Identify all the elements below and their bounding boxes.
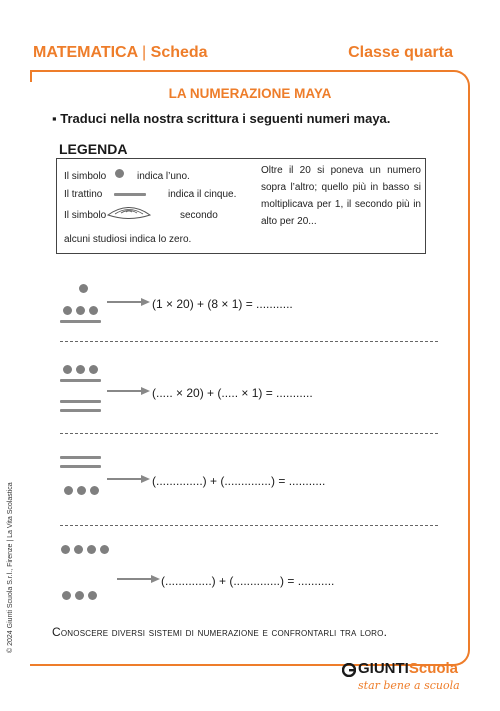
exercise-2-expression: (..... × 20) + (..... × 1) = ........... [152, 386, 313, 400]
maya-dot-icon [79, 284, 88, 293]
maya-bar-icon [60, 409, 101, 412]
arrow-icon [107, 386, 151, 396]
sheet-type-label: Scheda [150, 44, 208, 61]
instruction-text: Traduci nella nostra scrittura i seguenti numeri maya. [60, 111, 391, 126]
arrow-icon [107, 297, 151, 307]
maya-dot-icon [62, 591, 71, 600]
maya-dot-icon [88, 591, 97, 600]
exercise-1-expression: (1 × 20) + (8 × 1) = ........... [152, 297, 293, 311]
maya-bar-icon [114, 193, 146, 196]
legend-shell-line2: alcuni studiosi indica lo zero. [64, 234, 192, 245]
instruction: ▪ Traduci nella nostra scrittura i seguenti numeri maya. [52, 111, 391, 126]
legend-right-text: Oltre il 20 si poneva un numero sopra l’altro; quello più in basso si moltiplicava per 1, il secondo più in alto per 20... [261, 165, 421, 227]
copyright-notice: © 2024 Giunti Scuola S.r.l., Firenze | La Vita Scolastica [7, 482, 14, 653]
exercise-3-expression: (..............) + (..............) = ........... [152, 474, 326, 488]
maya-dot-icon [90, 486, 99, 495]
legend-dot-prefix: Il simbolo [64, 171, 107, 182]
maya-bar-icon [60, 400, 101, 403]
learning-objective: Conoscere diversi sistemi di numerazione e confrontarli tra loro. [52, 625, 388, 639]
subject-label: MATEMATICA [33, 44, 138, 61]
maya-bar-icon [60, 456, 101, 459]
maya-dot-icon [63, 365, 72, 374]
giunti-logo-icon [342, 663, 356, 677]
maya-dot-icon [89, 365, 98, 374]
maya-dot-icon [64, 486, 73, 495]
maya-dot-icon [77, 486, 86, 495]
divider-dashed [60, 525, 438, 526]
maya-dot-icon [74, 545, 83, 554]
legend-bar-text: indica il cinque. [168, 189, 237, 200]
maya-bar-icon [60, 465, 101, 468]
divider-dashed [60, 433, 438, 434]
page-frame-corner [30, 70, 32, 82]
maya-dot-icon [100, 545, 109, 554]
brand-name-scuola: Scuola [408, 660, 459, 677]
maya-dot-icon [87, 545, 96, 554]
page-title: LA NUMERAZIONE MAYA [168, 86, 332, 101]
divider-dashed [60, 341, 438, 342]
maya-shell-icon [105, 200, 153, 224]
maya-bar-icon [60, 379, 101, 382]
brand-name: GIUNTI [358, 660, 409, 677]
header-separator: | [142, 44, 147, 61]
exercise-4-expression: (..............) + (..............) = ........... [161, 574, 335, 588]
arrow-icon [117, 574, 161, 584]
legend-bar-prefix: Il trattino [64, 189, 103, 200]
maya-dot-icon [61, 545, 70, 554]
legend-dot-text: indica l’uno. [137, 171, 190, 182]
header-subject [33, 44, 208, 62]
maya-dot-icon [63, 306, 72, 315]
brand-logo [358, 660, 458, 677]
maya-dot-icon [76, 306, 85, 315]
legend-title: LEGENDA [59, 141, 128, 157]
maya-dot-icon [75, 591, 84, 600]
arrow-icon [107, 474, 151, 484]
legend-shell-prefix: Il simbolo [64, 210, 107, 221]
maya-dot-icon [89, 306, 98, 315]
maya-dot-icon [115, 169, 124, 178]
maya-dot-icon [76, 365, 85, 374]
maya-bar-icon [60, 320, 101, 323]
grade-label: Classe quarta [348, 44, 453, 61]
brand-slogan: star bene a scuola [358, 679, 460, 692]
legend-shell-text: secondo [180, 210, 218, 221]
